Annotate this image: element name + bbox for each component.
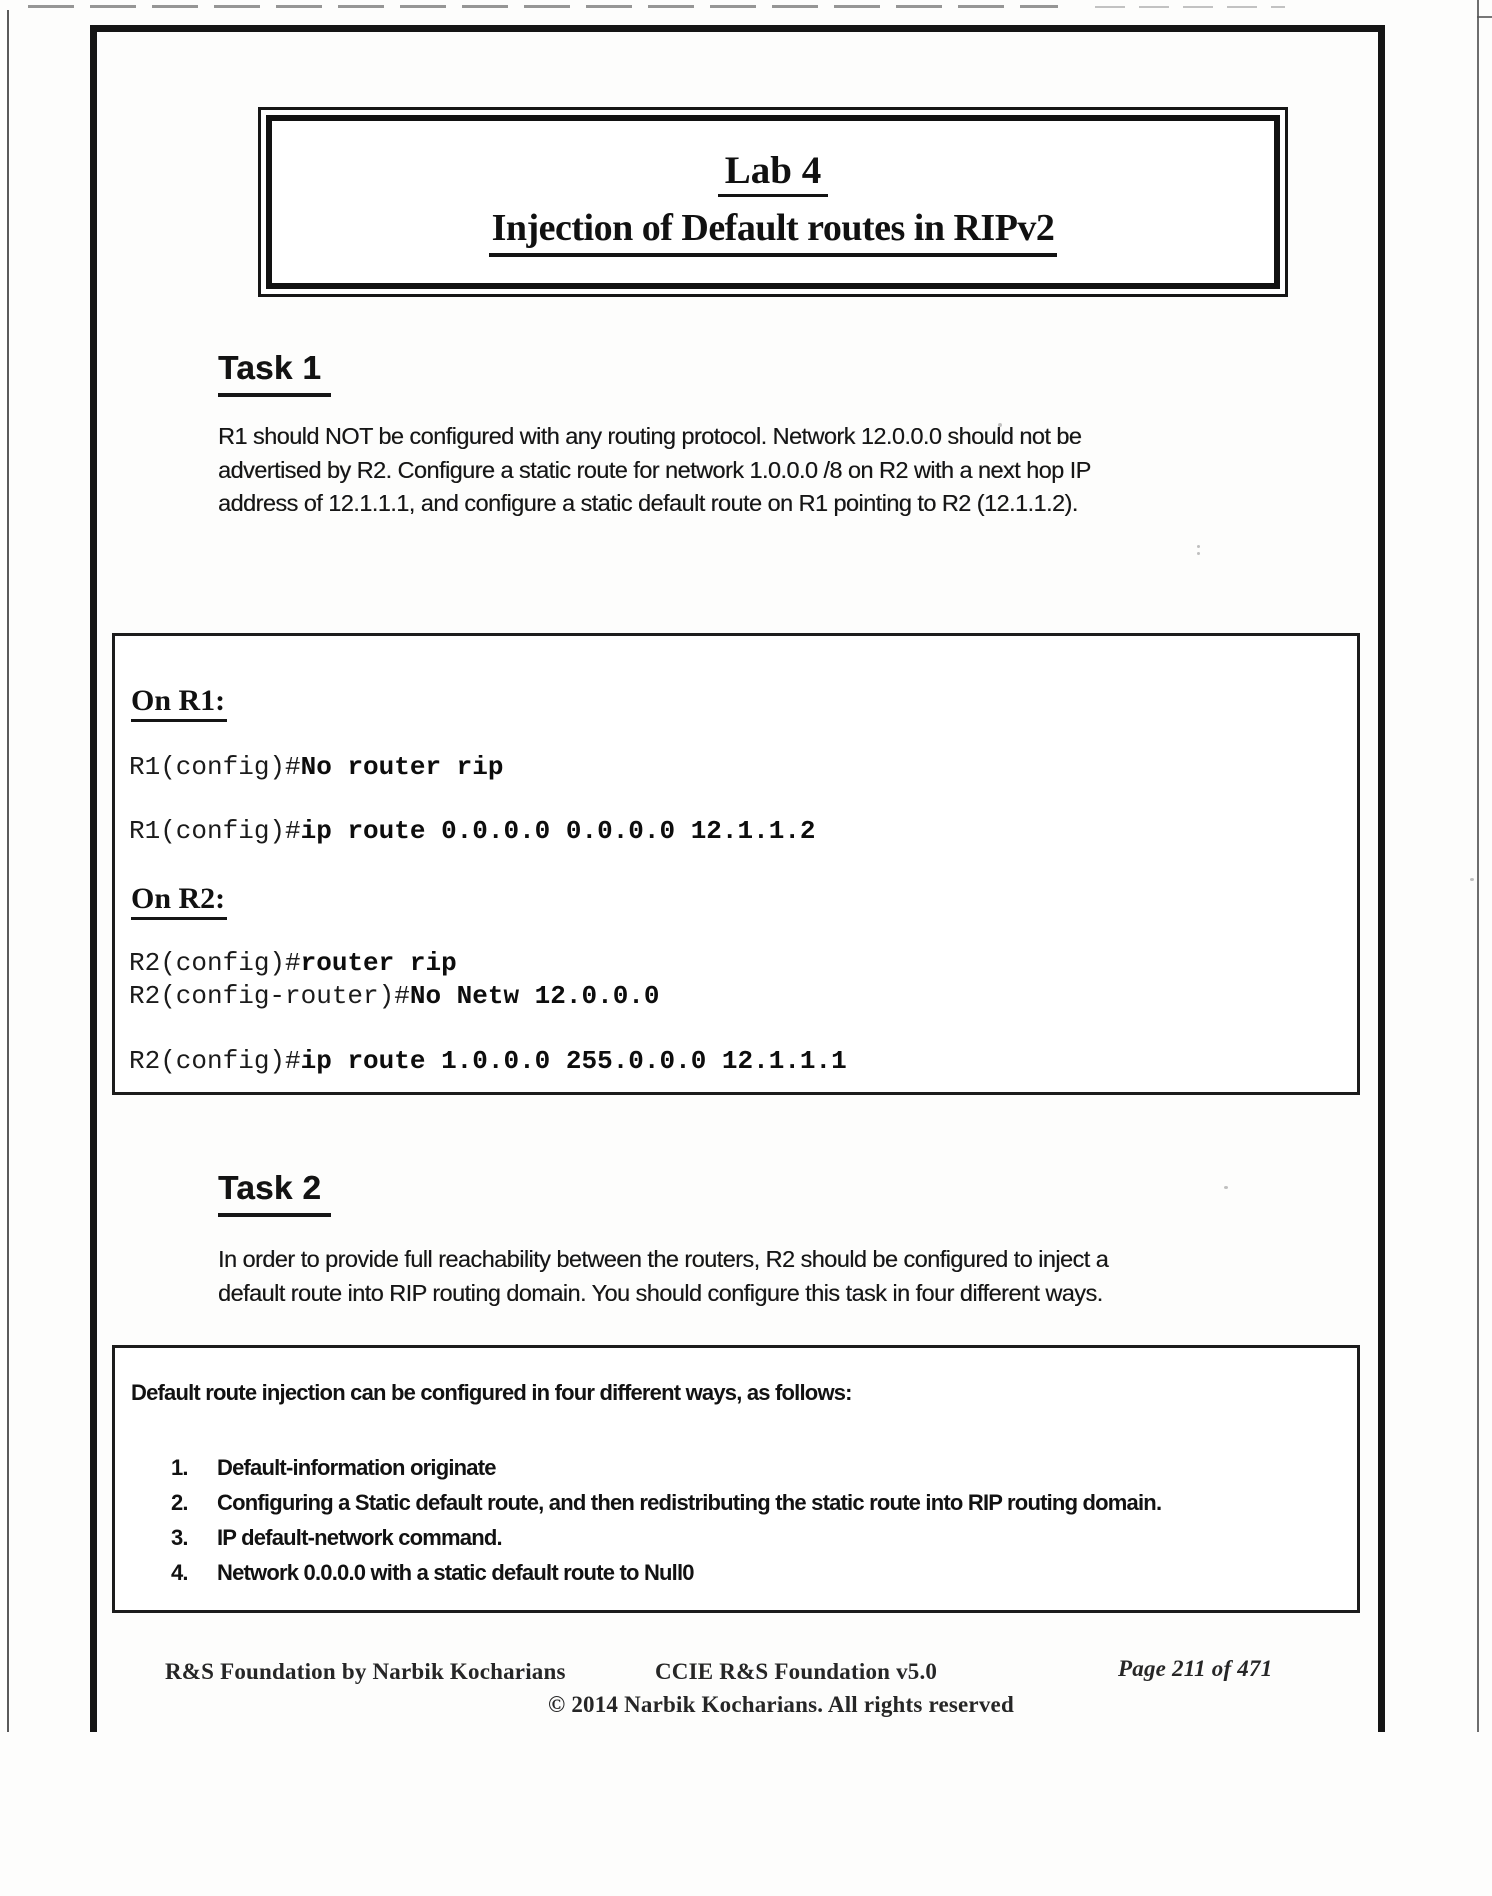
task1-paragraph-line: R1 should NOT be configured with any routing protocol. Network 12.0.0.0 should not be — [218, 423, 1082, 449]
title-box — [258, 107, 1288, 297]
footer-author: R&S Foundation by Narbik Kocharians — [165, 1659, 566, 1684]
list-number: 1. — [171, 1455, 188, 1480]
task2-paragraph-line: In order to provide full reachability between the routers, R2 should be configured to inject a — [218, 1246, 1109, 1272]
scan-artifact-top-dashed-line-2 — [1095, 6, 1285, 8]
task2-heading: Task 2 — [218, 1169, 331, 1217]
cli-command: ip route 0.0.0.0 0.0.0.0 12.1.1.2 — [300, 816, 816, 846]
r2-config-line — [129, 948, 457, 978]
list-number: 4. — [171, 1560, 188, 1585]
scan-artifact-left-edge-line — [7, 10, 9, 1732]
cli-command: No Netw 12.0.0.0 — [409, 981, 660, 1011]
on-r1-heading: On R1: — [131, 684, 227, 722]
scan-artifact-right-edge-line — [1477, 0, 1479, 1732]
cli-prompt: R1(config)# — [129, 752, 301, 782]
task2-paragraph-line: default route into RIP routing domain. You should configure this task in four different ways. — [218, 1279, 1103, 1306]
footer-page-number: Page 211 of 471 — [1118, 1656, 1273, 1681]
scan-artifact-right-tick — [1477, 16, 1492, 18]
note-list-item — [171, 1490, 1161, 1516]
list-number: 3. — [171, 1525, 188, 1550]
task2-paragraph — [218, 1243, 1108, 1310]
note-box — [112, 1345, 1360, 1613]
list-text: Network 0.0.0.0 with a static default route to Null0 — [217, 1560, 694, 1585]
task1-paragraph — [218, 420, 1091, 521]
cli-command: ip route 1.0.0.0 255.0.0.0 12.1.1.1 — [300, 1046, 847, 1076]
lab-subtitle-row — [489, 206, 1058, 257]
task1-paragraph-line: address of 12.1.1.1, and configure a static default route on R1 pointing to R2 (12.1.1.2). — [218, 490, 1078, 516]
on-r2-heading: On R2: — [131, 882, 227, 920]
r1-config-line — [129, 752, 503, 782]
cli-command: router rip — [300, 948, 457, 978]
cli-prompt: R1(config)# — [129, 816, 301, 846]
list-number: 2. — [171, 1490, 188, 1515]
lab-title-row — [718, 148, 828, 197]
scan-speck — [1470, 878, 1474, 881]
cli-prompt: R2(config)# — [129, 948, 301, 978]
task1-paragraph-line: advertised by R2. Configure a static route for network 1.0.0.0 /8 on R2 with a next hop IP — [218, 456, 1091, 483]
cli-prompt: R2(config)# — [129, 1046, 301, 1076]
footer-copyright: © 2014 Narbik Kocharians. All rights reserved — [548, 1692, 1014, 1717]
config-box — [112, 633, 1360, 1095]
list-text: IP default-network command. — [217, 1525, 502, 1550]
task1-heading: Task 1 — [218, 349, 331, 397]
note-intro: Default route injection can be configured in four different ways, as follows: — [131, 1380, 852, 1405]
note-list-item — [171, 1525, 502, 1551]
title-box-inner — [266, 115, 1280, 289]
list-text: Configuring a Static default route, and then redistributing the static route into RIP routing domain. — [217, 1490, 1162, 1515]
cli-prompt: R2(config-router)# — [129, 981, 410, 1011]
scan-artifact-top-dashed-line — [28, 5, 1058, 8]
note-list-item — [171, 1560, 694, 1586]
list-text: Default-information originate — [217, 1455, 496, 1480]
lab-title: Lab 4 — [718, 148, 828, 197]
r2-config-line — [129, 981, 660, 1011]
r2-config-line — [129, 1046, 847, 1076]
r1-config-line — [129, 816, 816, 846]
footer-course: CCIE R&S Foundation v5.0 — [655, 1659, 938, 1684]
note-list-item — [171, 1455, 496, 1481]
lab-subtitle: Injection of Default routes in RIPv2 — [489, 206, 1058, 257]
cli-command: No router rip — [300, 752, 504, 782]
